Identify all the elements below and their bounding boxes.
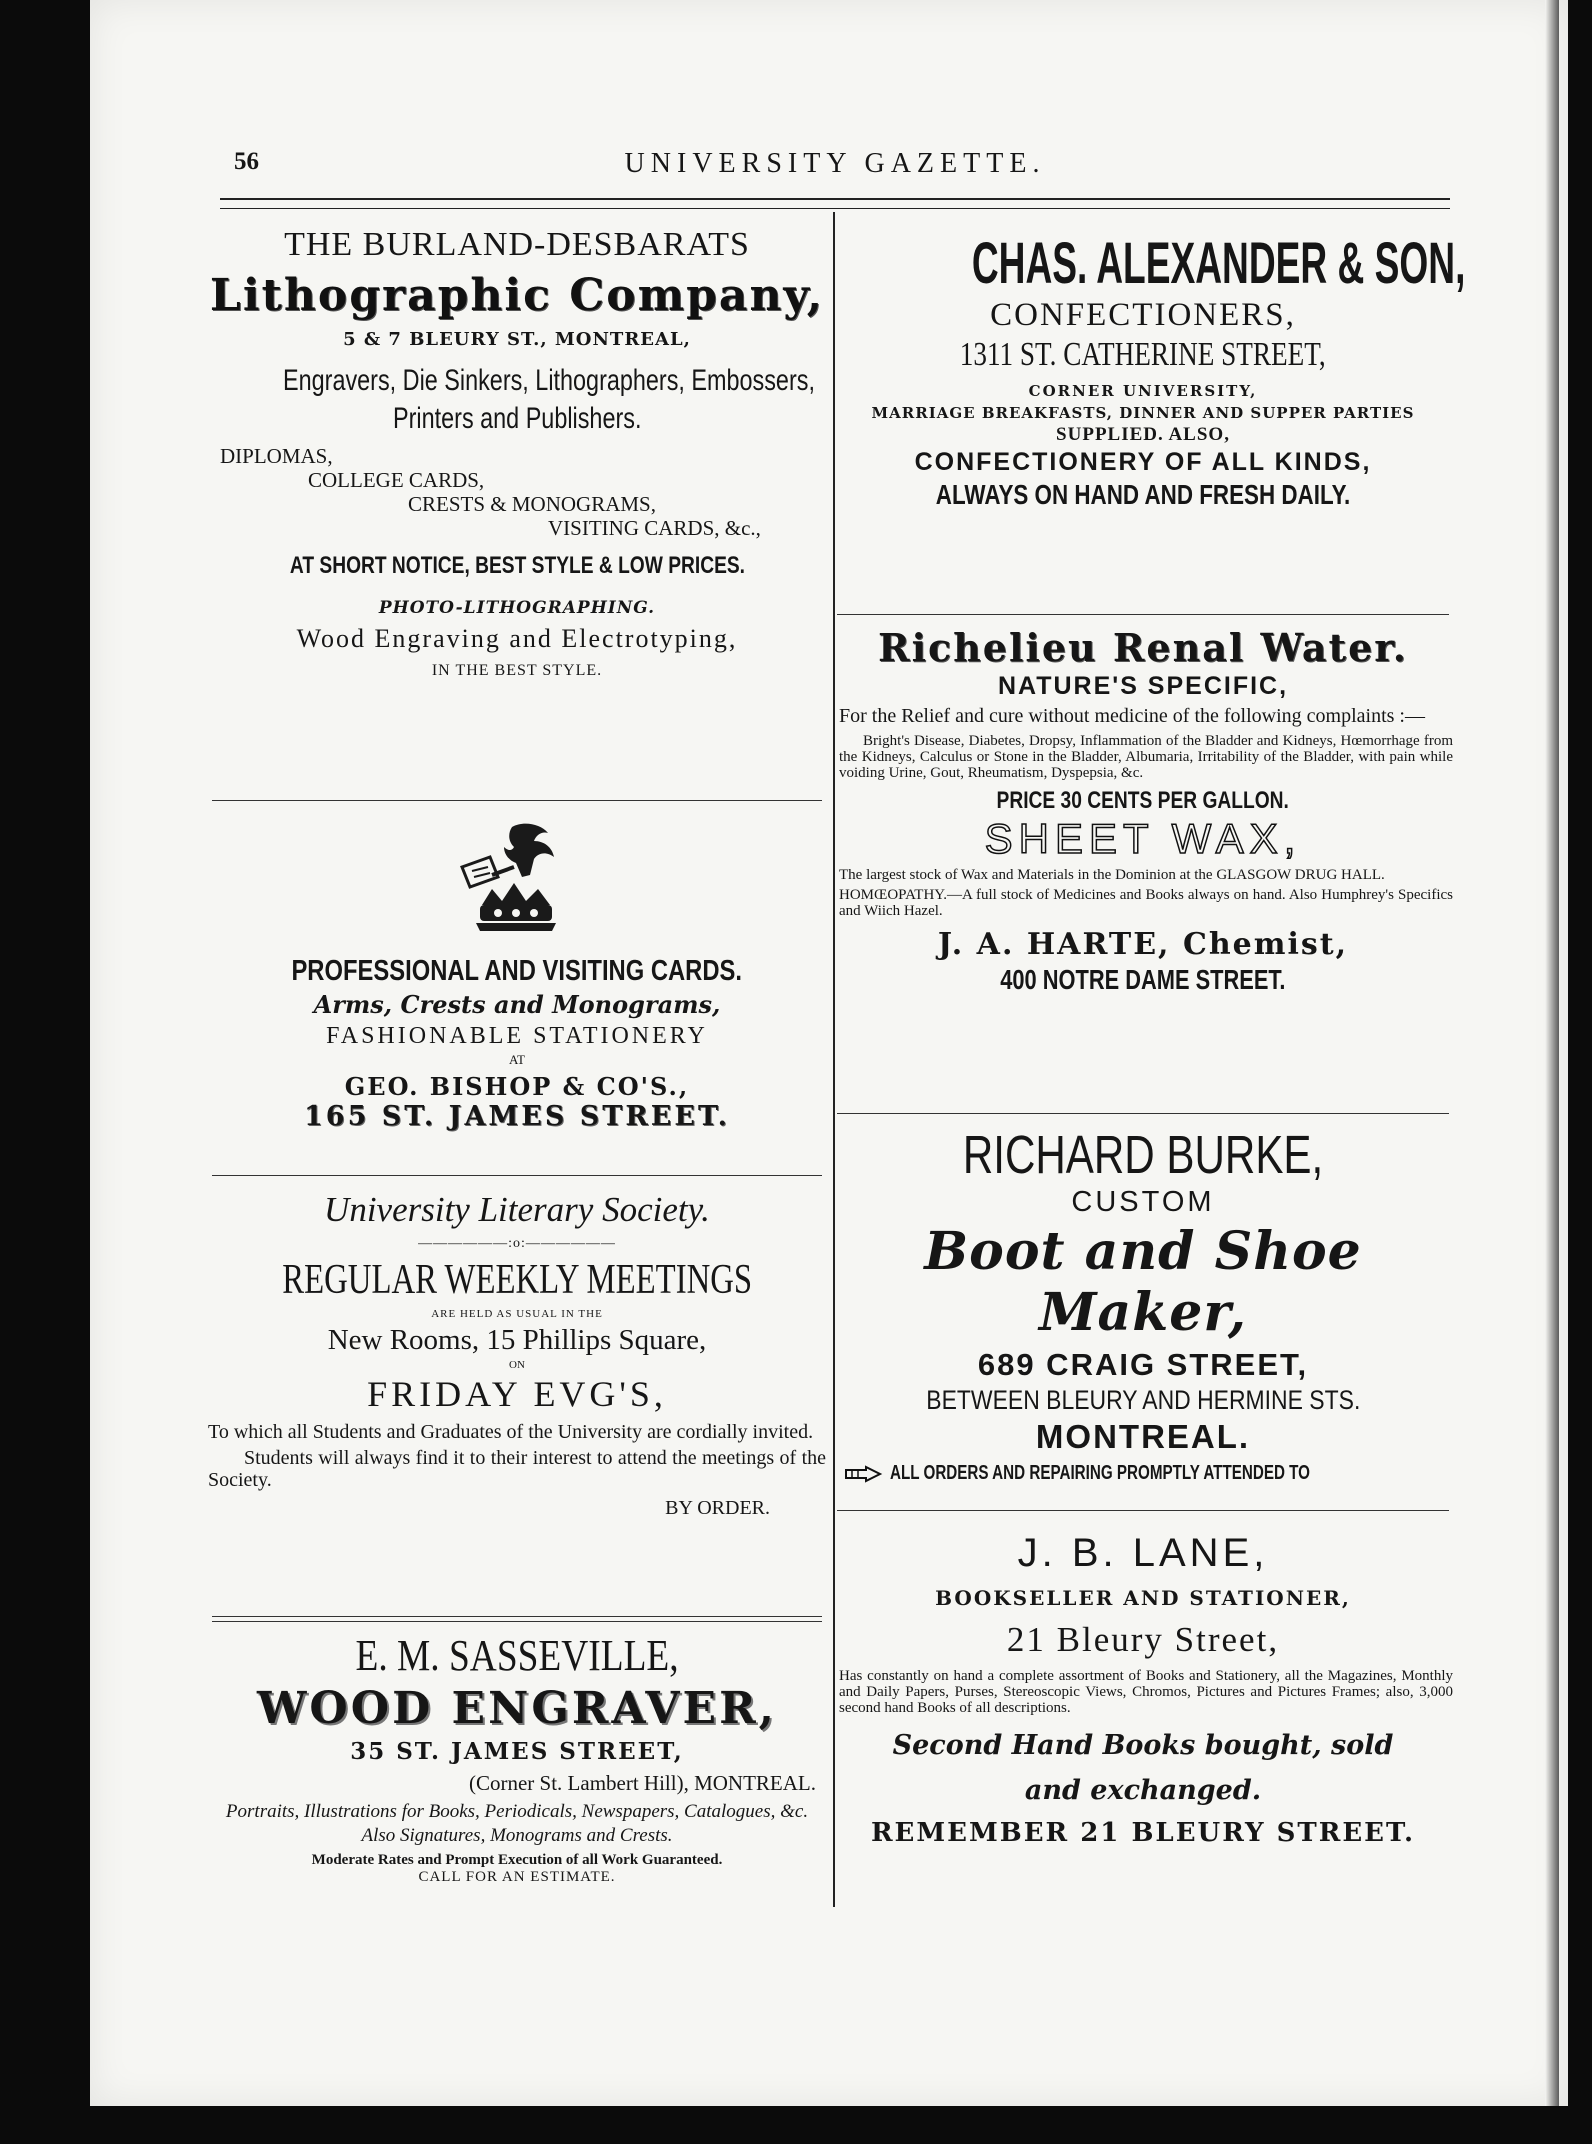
bishop-advert	[208, 817, 826, 1169]
sasseville-services: Portraits, Illustrations for Books, Periodicals, Newspapers, Catalogues, &c. Also Signatures, Monograms and Crests.	[225, 1801, 809, 1846]
burland-trades-2: Printers and Publishers.	[392, 402, 642, 435]
burland-best: IN THE BEST STYLE.	[431, 662, 603, 679]
harte-homoeo: HOMŒOPATHY.—A full stock of Medicines and Books always on hand. Also Humphrey's Specifics and Wiich Hazel.	[839, 887, 1453, 919]
harte-relief: For the Relief and cure without medicine of the following complaints :—	[839, 705, 1425, 727]
society-order: BY ORDER.	[665, 1497, 770, 1519]
burland-name: THE BURLAND-DESBARATS	[284, 226, 750, 263]
burke-orders: ALL ORDERS AND REPAIRING PROMPTLY ATTENDED TO	[889, 1462, 1310, 1484]
alexander-kinds: CONFECTIONERY OF ALL KINDS,	[914, 448, 1372, 476]
society-on: ON	[509, 1359, 525, 1371]
page-number: 56	[234, 148, 259, 175]
society-body-1: To which all Students and Graduates of the University are cordially invited.	[208, 1421, 814, 1443]
pointing-hand-icon	[844, 1464, 884, 1484]
burke-address: 689 CRAIG STREET,	[977, 1347, 1309, 1382]
burke-custom: CUSTOM	[1071, 1186, 1215, 1218]
burland-items	[208, 444, 826, 540]
bishop-address: 165 ST. JAMES STREET.	[304, 1101, 730, 1132]
harte-advert	[833, 625, 1453, 1111]
bishop-cards: PROFESSIONAL AND VISITING CARDS.	[291, 955, 743, 987]
burland-item: CRESTS & MONOGRAMS,	[408, 492, 656, 516]
society-rooms: New Rooms, 15 Phillips Square,	[327, 1324, 707, 1356]
alexander-name: CHAS. ALEXANDER & SON,	[971, 231, 1466, 296]
burke-trade: Boot and Shoe Maker,	[924, 1221, 1362, 1343]
harte-address: 400 NOTRE DAME STREET.	[1000, 964, 1286, 995]
society-body-2: Students will always find it to their interest to attend the meetings of the Society.	[208, 1447, 826, 1491]
page-edge-shadow	[1545, 0, 1559, 2106]
harte-title: Richelieu Renal Water.	[877, 625, 1409, 670]
alexander-address: 1311 ST. CATHERINE STREET,	[960, 336, 1326, 373]
lane-second-1: Second Hand Books bought, sold	[892, 1730, 1394, 1761]
sasseville-rates: Moderate Rates and Prompt Execution of all Work Guaranteed.	[311, 1852, 723, 1868]
society-divider-mark: :o:	[508, 1236, 526, 1251]
harte-price: PRICE 30 CENTS PER GALLON.	[996, 787, 1290, 814]
burland-company: Lithographic Company,	[209, 270, 825, 321]
society-divider: ——————:o:——————	[418, 1236, 616, 1251]
right-column	[833, 212, 1466, 1848]
society-friday: FRIDAY EVG'S,	[367, 1374, 667, 1414]
burke-city: MONTREAL.	[1035, 1418, 1251, 1455]
sasseville-advert	[208, 1630, 826, 1886]
rule	[837, 1113, 1449, 1114]
lane-remember: REMEMBER 21 BLEURY STREET.	[870, 1818, 1416, 1848]
sasseville-corner: (Corner St. Lambert Hill), MONTREAL.	[468, 1771, 816, 1795]
burland-notice: AT SHORT NOTICE, BEST STYLE & LOW PRICES.	[289, 552, 745, 579]
society-meetings: REGULAR WEEKLY MEETINGS	[282, 1257, 752, 1303]
burke-name: RICHARD BURKE,	[962, 1125, 1324, 1185]
left-column	[208, 212, 826, 1886]
lane-body: Has constantly on hand a complete assortment of Books and Stationery, all the Magazines, Monthly and Daily Papers, Purses, Stereoscopic Views, Chromos, Pictures and Pictures Frames; also, 3,000 second hand Books of all descriptions.	[839, 1668, 1453, 1716]
page-header	[220, 148, 1450, 188]
lane-second-2: and exchanged.	[1024, 1775, 1262, 1806]
lane-advert	[833, 1531, 1453, 1848]
rule	[837, 1510, 1449, 1511]
bishop-arms: Arms, Crests and Monograms,	[313, 990, 721, 1019]
alexander-fresh: ALWAYS ON HAND AND FRESH DAILY.	[935, 479, 1351, 510]
burke-advert	[833, 1124, 1453, 1504]
harte-wax: SHEET WAX,	[984, 815, 1302, 862]
journal-title: UNIVERSITY GAZETTE.	[624, 148, 1046, 179]
sasseville-name: E. M. SASSEVILLE,	[355, 1631, 679, 1680]
rule	[212, 800, 822, 801]
burland-address: 5 & 7 BLEURY ST., MONTREAL,	[343, 329, 691, 350]
rule	[212, 1616, 822, 1622]
burland-item: DIPLOMAS,	[220, 444, 333, 468]
bishop-name: GEO. BISHOP & CO'S.,	[344, 1072, 690, 1101]
bishop-stationery: FASHIONABLE STATIONERY	[326, 1023, 708, 1049]
sasseville-estimate: CALL FOR AN ESTIMATE.	[418, 1869, 616, 1885]
burland-wood: Wood Engraving and Electrotyping,	[296, 624, 738, 653]
alexander-corner: CORNER UNIVERSITY,	[1028, 382, 1258, 400]
lane-name: J. B. LANE,	[1017, 1531, 1269, 1575]
burland-photo: PHOTO-LITHOGRAPHING.	[378, 598, 656, 618]
alexander-parties: MARRIAGE BREAKFASTS, DINNER AND SUPPER PARTIES	[871, 404, 1415, 422]
harte-chemist: J. A. HARTE, Chemist,	[937, 927, 1349, 962]
bishop-at: AT	[509, 1052, 525, 1067]
alexander-trade: CONFECTIONERS,	[990, 297, 1296, 333]
harte-diseases: Bright's Disease, Diabetes, Dropsy, Inflammation of the Bladder and Kidneys, Hœmorrhage from the Kidneys, Calculus or Stone in the Bladder, Albumaria, Irritability of the Bladder, with pain while voiding Urine, Gout, Rheumatism, Dyspepsia, &c.	[839, 733, 1453, 781]
burland-trades-1: Engravers, Die Sinkers, Lithographers, Embossers,	[283, 364, 815, 397]
society-title: University Literary Society.	[324, 1190, 710, 1229]
sasseville-trade: WOOD ENGRAVER,	[257, 1683, 777, 1734]
society-advert	[208, 1190, 826, 1608]
burland-item: VISITING CARDS, &c.,	[548, 516, 761, 540]
lane-address: 21 Bleury Street,	[1006, 1620, 1280, 1659]
burland-item: COLLEGE CARDS,	[308, 468, 485, 492]
alexander-supplied: SUPPLIED. ALSO,	[1056, 424, 1230, 445]
harte-specific: NATURE'S SPECIFIC,	[997, 672, 1289, 700]
harte-wax-text: The largest stock of Wax and Materials in the Dominion at the GLASGOW DRUG HALL.	[839, 867, 1385, 883]
lane-trade: BOOKSELLER AND STATIONER,	[935, 1586, 1351, 1610]
society-held: ARE HELD AS USUAL IN THE	[431, 1308, 603, 1320]
rule	[837, 614, 1449, 615]
rule	[212, 1175, 822, 1176]
header-rule	[220, 198, 1450, 209]
burke-orders-line	[833, 1462, 1453, 1485]
griffin-crown-crest-icon	[452, 817, 582, 947]
burke-between: BETWEEN BLEURY AND HERMINE STS.	[925, 1385, 1361, 1415]
burland-advert	[208, 226, 826, 796]
alexander-advert	[833, 230, 1466, 608]
sasseville-address: 35 ST. JAMES STREET,	[350, 1738, 684, 1765]
